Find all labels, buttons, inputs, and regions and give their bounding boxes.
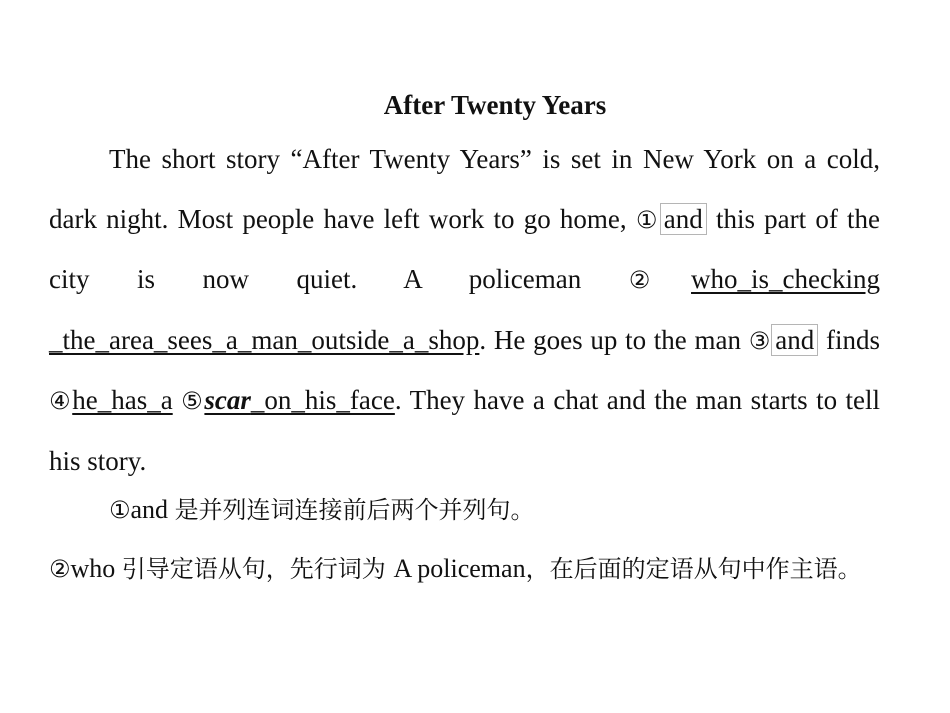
note-2-antecedent: A policeman [393, 554, 526, 583]
underlined-word-scar: scar [204, 385, 251, 415]
highlight-and-1: and [660, 203, 707, 235]
text-segment: . He goes up to the man [479, 324, 749, 355]
underlined-clause-4: he_has_a [72, 385, 173, 415]
text-segment: The short story “After Twenty Years” is set in New York on a cold, dark night. Most people have left work to go home, [49, 144, 880, 234]
note-1-word: and [130, 495, 175, 524]
text-segment: this part of the city is now quiet. A policeman [49, 203, 881, 294]
marker-1: ① [635, 205, 660, 234]
underlined-clause-5: _on_his_face [250, 385, 395, 415]
text-segment: finds [818, 324, 881, 355]
note-2-word: who [70, 554, 122, 583]
text-segment [173, 385, 181, 415]
note-1 [109, 492, 889, 528]
story-title: After Twenty Years [383, 90, 607, 120]
note-2-text-b: ，在后面的定语从句中作主语。 [525, 555, 862, 583]
note-2 [49, 550, 880, 588]
note-1-text: 是并列连词连接前后两个并列句。 [174, 496, 535, 524]
marker-2: ② [628, 266, 692, 294]
text-segment: . They have a chat and the man starts to tell his story. [49, 385, 881, 476]
note-1-marker: ① [109, 496, 131, 524]
marker-5: ⑤ [181, 387, 205, 415]
underlined-clause-2: who_is_checking _the_area_sees_a_man_outside_a_shop [49, 264, 880, 355]
highlight-and-3: and [771, 324, 818, 356]
marker-4: ④ [49, 387, 73, 415]
note-2-text-a: 引导定语从句，先行词为 [121, 555, 394, 583]
story-paragraph [49, 130, 880, 491]
note-2-marker: ② [49, 555, 71, 583]
marker-3: ③ [748, 326, 772, 355]
